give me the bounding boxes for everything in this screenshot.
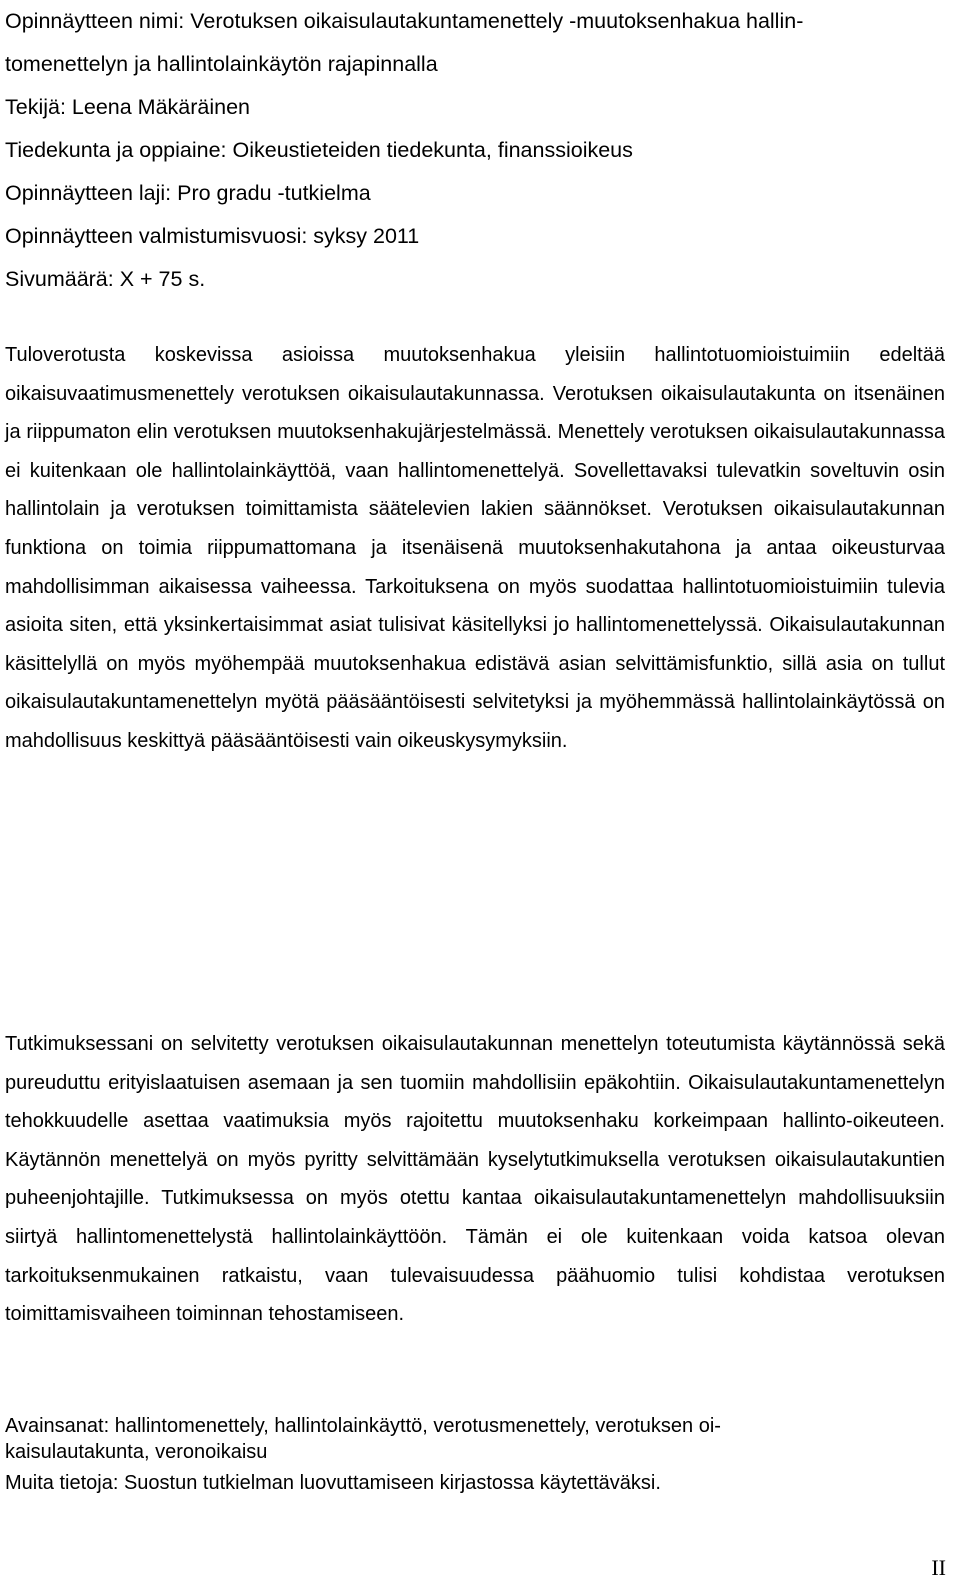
thesis-faculty: Tiedekunta ja oppiaine: Oikeustieteiden tiedekunta, finanssioikeus [5,138,633,162]
thesis-page-count: Sivumäärä: X + 75 s. [5,267,206,291]
page-number: II [931,1555,946,1580]
thesis-metadata [5,0,950,301]
thesis-author: Tekijä: Leena Mäkäräinen [5,95,251,119]
thesis-type: Opinnäytteen laji: Pro gradu -tutkielma [5,181,371,205]
thesis-title-line1: Opinnäytteen nimi: Verotuksen oikaisulautakuntamenettely -muutoksenhakua hallin- [5,9,804,33]
keywords-line1: Avainsanat: hallintomenettely, hallintolainkäyttö, verotusmenettely, verotuksen oi- [5,1415,721,1437]
thesis-year: Opinnäytteen valmistumisvuosi: syksy 2011 [5,224,420,248]
abstract-paragraph-2: Tutkimuksessani on selvitetty verotuksen oikaisulautakunnan menettelyn toteutumista käytännössä sekä pureuduttu erityislaatuisen asemaan ja sen tuomiin mahdollisiin epäkohtiin. Oikaisulautakuntamenettelyn tehokkuudelle asettaa vaatimuksia myös rajoitettu muutoksenhaku korkeimpaan hallinto-oikeuteen. Käytännön menettelyä on myös pyritty selvittämään kyselytutkimuksella verotuksen oikaisulautakuntien puheenjohtajille. Tutkimuksessa on myös otettu kantaa oikaisulautakuntamenettelyn mahdollisuuksiin siirtyä hallintomenettelystä hallintolainkäyttöön. Tämän ei ole kuitenkaan voida katsoa olevan tarkoituksenmukainen ratkaistu, vaan tulevaisuudessa päähuomio tulisi kohdistaa verotuksen toimittamisvaiheen toiminnan tehostamiseen. [5,1033,945,1326]
keywords-line2: kaisulautakunta, veronoikaisu [5,1441,268,1463]
abstract-paragraph-1: Tuloverotusta koskevissa asioissa muutoksenhakua yleisiin hallintotuomioistuimiin edeltää oikaisuvaatimusmenettely verotuksen oikaisulautakunnassa. Verotuksen oikaisulautakunta on itsenäinen ja riippumaton elin verotuksen muutoksenhakujärjestelmässä. Menettely verotuksen oikaisulautakunnassa ei kuitenkaan ole hallintolainkäyttöä, vaan hallintomenettelyä. Sovellettavaksi tulevatkin soveltuvin osin hallintolain ja verotuksen toimittamista säätelevien lakien säännökset. Verotuksen oikaisulautakunnan funktiona on toimia riippumattomana ja itsenäisenä muutoksenhakutahona ja antaa oikeusturvaa mahdollisimman aikaisessa vaiheessa. Tarkoituksena on myös suodattaa hallintotuomioistuimiin tulevia asioita siten, että yksinkertaisimmat asiat tulisivat käsitellyksi jo hallintomenettelyssä. Oikaisulautakunnan käsittelyllä on myös myöhempää muutoksenhakua edistävä asian selvittämisfunktio, sillä asia on tullut oikaisulautakuntamenettelyn myötä pääsääntöisesti selvitetyksi ja myöhemmässä hallintolainkäytössä on mahdollisuus keskittyä pääsääntöisesti vain oikeuskysymyksiin. [5,344,945,752]
keywords [5,1413,950,1465]
other-info: Muita tietoja: Suostun tutkielman luovuttamiseen kirjastossa käytettäväksi. [5,1472,661,1494]
thesis-title-line2: tomenettelyn ja hallintolainkäytön rajapinnalla [5,52,438,76]
